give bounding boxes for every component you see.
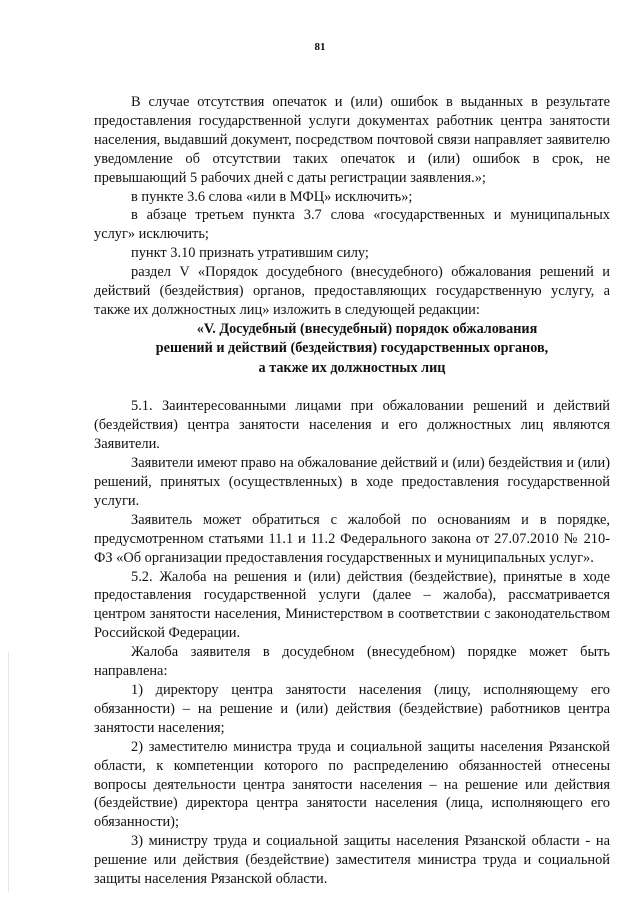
section-heading [94,320,610,379]
scan-margin-line [8,652,21,892]
document-body [94,93,610,889]
list-item-1: 1) директору центра занятости населения (лицу, исполняющему его обязанности) – на решение и (или) действия (бездействие) работников центра занятости населения; [94,681,610,736]
paragraph-5-2: 5.2. Жалоба на решения и (или) действия (бездействие), принятые в ходе предоставления государственной услуги (далее – жалоба), рассматривается центром занятости населения, Министерством в соответствии с законодательством Российской Федерации. [94,568,610,642]
spacer [94,378,610,397]
paragraph-typo-notice: В случае отсутствия опечаток и (или) ошибок в выданных в результате предоставления государственной услуги документах работник центра занятости населения, выдавший документ, посредством почтовой связи направляет заявителю уведомление об отсутствии таких опечаток и (или) ошибок в срок, не превышающий 5 рабочих дней с даты регистрации заявления.»; [94,94,610,186]
paragraph-item-3-6: в пункте 3.6 слова «или в МФЦ» исключить»; [131,188,413,205]
paragraph-section-5-intro: раздел V «Порядок досудебного (внесудебного) обжалования решений и действий (бездействия) органов, предоставляющих государственную услугу, а также их должностных лиц» изложить в следующей редакции: [94,264,610,318]
paragraph-complaint-directed: Жалоба заявителя в досудебном (внесудебном) порядке может быть направлена: [94,644,610,680]
section-heading-line-1: «V. Досудебный (внесудебный) порядок обжалования [196,320,538,337]
paragraph-item-3-7: в абзаце третьем пункта 3.7 слова «государственных и муниципальных услуг» исключить; [94,207,610,243]
paragraph-applicants-rights: Заявители имеют право на обжалование действий и (или) бездействия и (или) решений, принятых (осуществленных) в ходе предоставления государственной услуги. [94,455,610,509]
section-heading-line-3: а также их должностных лиц [258,359,446,376]
paragraph-item-3-10: пункт 3.10 признать утратившим силу; [131,245,369,262]
paragraph-5-1: 5.1. Заинтересованными лицами при обжаловании решений и действий (бездействия) центра занятости населения и его должностных лиц являются Заявители. [94,398,610,453]
paragraph-complaint-grounds: Заявитель может обратиться с жалобой по основаниям и в порядке, предусмотренном статьями 11.1 и 11.2 Федерального закона от 27.07.2010 № 210-ФЗ «Об организации предоставления государственных и муниципальных услуг». [94,511,610,566]
page-number: 81 [314,41,326,53]
list-item-2: 2) заместителю министра труда и социальной защиты населения Рязанской области, к компетенции которого по распределению обязанностей отнесены вопросы деятельности центра занятости населения – на решение или действия (бездействие) директора центра занятости населения (лица, исполняющего его обязанности); [94,738,610,831]
section-heading-line-2: решений и действий (бездействия) государственных органов, [155,340,549,357]
list-item-3: 3) министру труда и социальной защиты населения Рязанской области - на решение или действия (бездействие) заместителя министра труда и социальной защиты населения Рязанской области. [94,833,610,888]
